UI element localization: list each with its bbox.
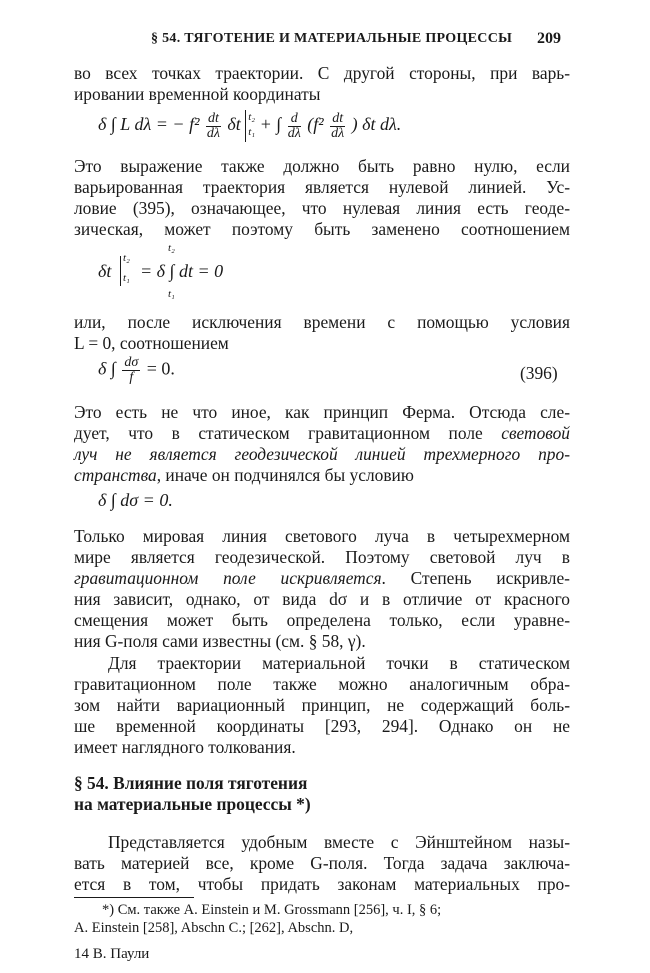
text-line: гравитационном поле искривляется. Степень искривле- [74, 568, 570, 588]
footnote-rule [74, 897, 194, 898]
fraction: $\frac{d\sigma}{f}$ [124, 355, 139, 385]
text-line: Представляется удобным вместе с Эйнштейном назы- [108, 832, 570, 852]
text-line: луч не является геодезической линией трехмерного про- [74, 444, 570, 464]
text-line: странства, иначе он подчинялся бы условию [74, 465, 414, 485]
eq-plus-integral: + ∫ [259, 114, 282, 135]
fraction: $\frac{dt}{d\lambda}$ [331, 110, 345, 141]
text-line: во всех точках траектории. С другой стороны, при варь- [74, 63, 570, 83]
text-line: ния зависит, однако, от вида dσ и в отличие от красного [74, 589, 570, 609]
eval-bar [120, 256, 122, 286]
text-line: дует, что в статическом гравитационном поле световой [74, 423, 570, 443]
signature-mark: 14 В. Паули [74, 946, 150, 962]
footnote-line: A. Einstein [258], Abschn C.; [262], Abschn. D, [74, 920, 354, 936]
text-line: ловие (395), означающее, что нулевая линия есть геоде- [74, 198, 570, 218]
fraction: $\frac{d}{d\lambda}$ [287, 110, 301, 141]
eq-tail: ) δt dλ. [351, 114, 402, 135]
text-line: ния G-поля сами известны (см. § 58, γ). [74, 631, 366, 651]
text-line: мире является геодезической. Поэтому световой луч в [74, 547, 570, 567]
eq-delta-t: δt [227, 114, 241, 135]
text-line: или, после исключения времени с помощью условия [74, 312, 570, 332]
text-line: Это выражение также должно быть равно нулю, если [74, 156, 570, 176]
equation-geodesic: δ ∫ dσ = 0. [98, 490, 173, 510]
text-line: L = 0, соотношением [74, 333, 229, 353]
footnote-line: *) См. также A. Einstein и M. Grossmann [256], ч. I, § 6; [102, 902, 442, 918]
section-heading: на материальные процессы *) [74, 794, 311, 814]
eq-lhs: δ ∫ L dλ = − f² [98, 114, 200, 135]
equation-fermat: δ ∫ $\frac{d\sigma}{f}$ = 0. [98, 355, 175, 385]
text-line: вать материей все, кроме G-поля. Тогда задача заключа- [74, 853, 570, 873]
running-title: § 54. ТЯГОТЕНИЕ И МАТЕРИАЛЬНЫЕ ПРОЦЕССЫ [151, 31, 513, 46]
page-number: 209 [537, 30, 561, 47]
text-line: ется в том, чтобы придать законам материальных про- [74, 874, 570, 894]
text-line: гравитационном поле также можно аналогичным обра- [74, 674, 570, 694]
text-line: варьированная траектория является нулевой линией. Ус- [74, 177, 570, 197]
book-page: § 54. ТЯГОТЕНИЕ И МАТЕРИАЛЬНЫЕ ПРОЦЕССЫ 209 во всех точках траектории. С другой стороны, при варь- ировании временной координаты δ ∫ L dλ = − f² $\frac{dt}{d\lambda}$ δt t₂ t₁ + ∫ $\frac{d}{d\lambda}$ (f² $\frac{dt}{d\lambda}$ ) δt dλ. Это выражение также должно быть равно нулю, если варьированная траектория является нулевой линией. Ус- ловие (395), означающее, что нулевая линия есть геоде- зическая, может поэтому быть заменено соотношением δt t₂ t₁ = δ ∫ dt = 0 t₂ t₁ или, после исключения времени с помощью условия L = 0, соотношением δ ∫ $\frac{d\sigma}{f}$ = 0. (396) Это есть не что иное, как принцип Ферма. Отсюда сле- дует, что в статическом гравитационном поле световой луч не является геодезической линией трехмерного про- странства, иначе он подчинялся бы условию δ ∫ dσ = 0. Только мировая линия светового луча в четырехмерном мире является геодезической. Поэтому световой луч в гравитационном поле искривляется. Степень искривле- ния зависит, однако, от вида dσ и в отличие от красного смещения может быть определена только, если уравне- ния G-поля сами известны (см. § 58, γ). Для траектории материальной точки в статическом гравитационном поле также можно аналогичным обра- зом найти вариационный принцип, не содержащий боль- ше временной координаты [293, 294]. Однако он не имеет наглядного толкования. § 54. Влияние поля тяготения на материальные процессы *) Представляется удобным вместе с Эйнштейном назы- вать материей все, кроме G-поля. Тогда задача заключа- ется в том, чтобы придать законам материальных про- *) См. также A. Einstein и M. Grossmann [256], ч. I, § 6; A. Einstein [258], Abschn C.; [262], Abschn. D, 14 В. Паули [74, 30, 570, 962]
text-line: смещения может быть определена только, если уравне- [74, 610, 570, 630]
text-line: Для траектории материальной точки в статическом [108, 653, 570, 673]
equation-variation-time [98, 110, 401, 142]
fraction: $\frac{dt}{d\lambda}$ [206, 110, 220, 141]
text-line: Это есть не что иное, как принцип Ферма. Отсюда сле- [74, 402, 570, 422]
text-line: имеет наглядного толкования. [74, 737, 296, 757]
eval-bar: t₂ t₁ [245, 110, 255, 142]
text-line: ше временной координаты [293, 294]. Однако он не [74, 716, 570, 736]
text-line: зическая, может поэтому быть заменено соотношением [74, 219, 570, 239]
text-line: ировании временной координаты [74, 84, 321, 104]
equation-number: (396) [520, 363, 558, 383]
section-heading: § 54. Влияние поля тяготения [74, 773, 308, 793]
text-line: зом найти вариационный принцип, не содержащий боль- [74, 695, 570, 715]
text-line: Только мировая линия светового луча в четырехмерном [74, 526, 570, 546]
eq-paren: (f² [307, 114, 324, 135]
